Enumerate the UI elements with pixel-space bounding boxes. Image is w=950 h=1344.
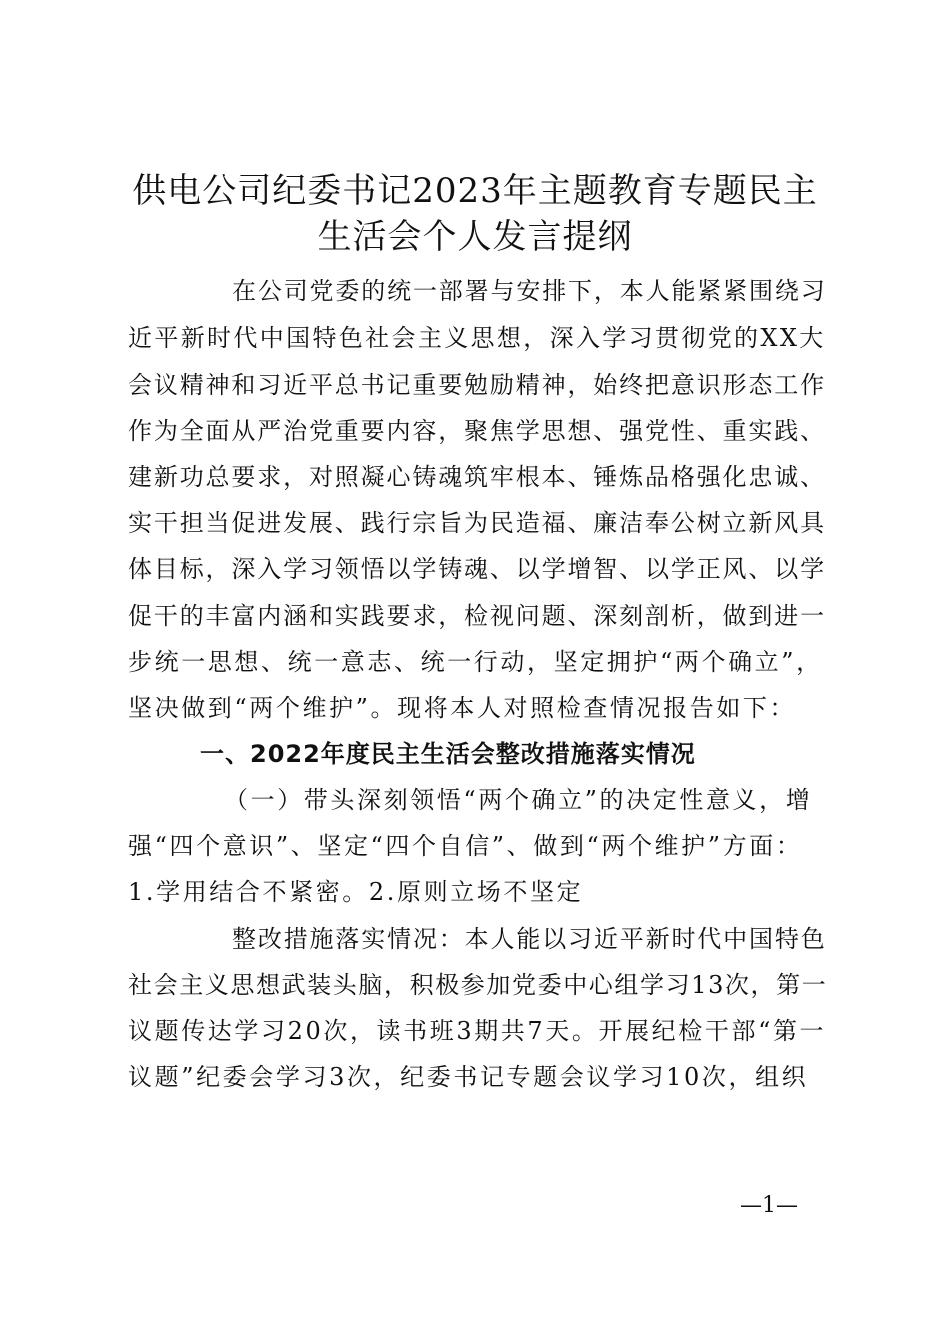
page-number: —1— xyxy=(740,1193,798,1218)
paragraph-line: 议题”纪委会学习3次，纪委书记专题会议学习10次，组织 xyxy=(128,1063,809,1091)
paragraph-line: 实干担当促进发展、践行宗旨为民造福、廉洁奉公树立新风具 xyxy=(128,509,826,537)
paragraph-line: 促干的丰富内涵和实践要求，检视问题、深刻剖析，做到进一 xyxy=(128,602,826,630)
paragraph-line: 社会主义思想武装头脑，积极参加党委中心组学习13次，第一 xyxy=(128,971,828,999)
subsection-line: 1.学用结合不紧密。2.原则立场不坚定 xyxy=(128,878,584,906)
paragraph-line: 步统一思想、统一意志、统一行动，坚定拥护“两个确立”， xyxy=(128,648,823,676)
document-title-line-2: 生活会个人发言提纲 xyxy=(317,217,633,257)
paragraph-line: 在公司党委的统一部署与安排下，本人能紧紧围绕习 xyxy=(232,277,827,305)
subsection-line: 强“四个意识”、坚定“四个自信”、做到“两个维护”方面： xyxy=(128,832,803,860)
paragraph-line: 近平新时代中国特色社会主义思想，深入学习贯彻党的XX大 xyxy=(128,324,826,352)
paragraph-line: 整改措施落实情况：本人能以习近平新时代中国特色 xyxy=(232,925,827,953)
document-title-line-1: 供电公司纪委书记2023年主题教育专题民主 xyxy=(132,171,818,211)
paragraph-line: 会议精神和习近平总书记重要勉励精神，始终把意识形态工作 xyxy=(128,371,826,399)
paragraph-line: 议题传达学习20次，读书班3期共7天。开展纪检干部“第一 xyxy=(128,1017,827,1045)
paragraph-line: 坚决做到“两个维护”。现将本人对照检查情况报告如下： xyxy=(128,694,797,722)
section-heading: 一、2022年度民主生活会整改措施落实情况 xyxy=(200,740,696,768)
paragraph-line: 作为全面从严治党重要内容，聚焦学思想、强党性、重实践、 xyxy=(128,417,826,445)
paragraph-line: 建新功总要求，对照凝心铸魂筑牢根本、锤炼品格强化忠诚、 xyxy=(128,463,826,491)
paragraph-line: 体目标，深入学习领悟以学铸魂、以学增智、以学正风、以学 xyxy=(128,555,826,583)
subsection-line: （一）带头深刻领悟“两个确立”的决定性意义，增 xyxy=(224,786,813,814)
